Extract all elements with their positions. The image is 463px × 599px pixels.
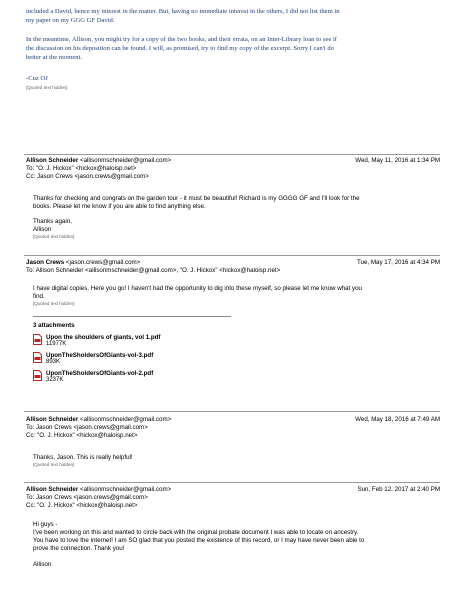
message-header bbox=[26, 259, 440, 275]
body-line: I have digital copies. Here you go! I haven't had the opportunity to dig into these myself, so please let me know what you bbox=[33, 285, 362, 292]
body-line: Allison bbox=[33, 226, 52, 233]
body-line: Hi guys - bbox=[33, 521, 58, 528]
intro-line: my paper on my GGG GF David. bbox=[26, 17, 115, 24]
attachment-size: 893K bbox=[46, 359, 61, 365]
body-line: Allison bbox=[33, 561, 52, 568]
message-body bbox=[33, 521, 438, 569]
sender-email: <jason.crews@gmail.com> bbox=[65, 259, 141, 266]
intro-signature: -Cuz OJ bbox=[26, 75, 48, 82]
intro-line: included a David, hence my interest in the matter. But, having no immediate interest in the others, I did not list them in bbox=[26, 8, 340, 15]
to-line: To: Jason Crews <jason.crews@gmail.com> bbox=[26, 424, 148, 431]
to-line: To: Jason Crews <jason.crews@gmail.com> bbox=[26, 494, 148, 501]
attachment-name[interactable]: UponTheSholdersOfGiants-vol-2.pdf bbox=[46, 370, 154, 377]
to-line: To: Allison Schneider <allisonmschneider@gmail.com>, "O. J. Hickox" <hickox@haloisp.net> bbox=[26, 267, 281, 274]
attachment-size: 3237K bbox=[46, 377, 64, 383]
message-divider bbox=[24, 255, 440, 256]
pdf-file-icon bbox=[33, 352, 42, 363]
sender-email: <allisonmschneider@gmail.com> bbox=[80, 416, 172, 423]
body-line: Thanks again, bbox=[33, 218, 72, 225]
body-line: books. Please let me know if you are able to find anything else. bbox=[33, 203, 206, 210]
sender-name: Allison Schneider bbox=[26, 416, 79, 423]
quoted-text-toggle[interactable]: [Quoted text hidden] bbox=[33, 462, 75, 467]
message-date: Sun, Feb 12, 2017 at 2:40 PM bbox=[357, 486, 440, 493]
intro-block bbox=[26, 7, 441, 91]
body-line: find. bbox=[33, 293, 45, 300]
body-line: You have to love the internet! I am SO glad that you posted the existence of this record, or I may have never been able to bbox=[33, 537, 365, 544]
message-header bbox=[26, 486, 440, 510]
message-divider bbox=[24, 154, 440, 155]
body-line: Thanks for checking and congrats on the garden tour - it must be beautiful! Richard is my GGGG GF and I'll look for the bbox=[33, 195, 360, 202]
sender bbox=[26, 157, 171, 165]
cc-line: Cc: "O. J. Hickox" <hickox@haloisp.net> bbox=[26, 432, 138, 439]
message-header bbox=[26, 416, 440, 440]
intro-line: In the meantime, Allison, you might try for a copy of the two books, and their errata, on an Inter-Library loan to see if bbox=[26, 36, 337, 43]
sender-name: Jason Crews bbox=[26, 259, 65, 266]
message-date: Wed, May 11, 2016 at 1:34 PM bbox=[355, 157, 440, 164]
sender bbox=[26, 416, 171, 424]
pdf-file-icon bbox=[33, 370, 42, 381]
message-date: Tue, May 17, 2016 at 4:34 PM bbox=[356, 259, 440, 266]
sender bbox=[26, 486, 171, 494]
body-line: Thanks, Jason. This is really helpful! bbox=[33, 454, 133, 461]
message-body bbox=[33, 195, 438, 240]
attachments-count: 3 attachments bbox=[33, 322, 75, 329]
quoted-text-toggle[interactable]: [Quoted text hidden] bbox=[26, 85, 68, 90]
pdf-file-icon bbox=[33, 334, 42, 345]
sender-name: Allison Schneider bbox=[26, 486, 79, 493]
message-divider bbox=[24, 482, 440, 483]
intro-line: the discussion on his deposition can be found. I will, as promised, try to find my copy of the excerpt. Sorry I can't do bbox=[26, 45, 334, 52]
message-date: Wed, May 18, 2016 at 7:49 AM bbox=[355, 416, 440, 423]
to-line: To: "O. J. Hickox" <hickox@haloisp.net> bbox=[26, 165, 137, 172]
attachment-item[interactable] bbox=[33, 334, 333, 348]
body-line: I've been working on this and wanted to circle back with the original probate document I was able to locate on ancestry. bbox=[33, 529, 359, 536]
cc-line: Cc: "O. J. Hickox" <hickox@haloisp.net> bbox=[26, 502, 138, 509]
message-header bbox=[26, 157, 440, 181]
attachment-name[interactable]: Upon the shoulders of giants, vol 1.pdf bbox=[46, 334, 161, 341]
message-body bbox=[33, 454, 438, 468]
attachment-name[interactable]: UponTheSholdersOfGiants-vol-3.pdf bbox=[46, 352, 154, 359]
quoted-text-toggle[interactable]: [Quoted text hidden] bbox=[33, 301, 75, 306]
sender-email: <allisonmschneider@gmail.com> bbox=[80, 157, 172, 164]
sender-name: Allison Schneider bbox=[26, 157, 79, 164]
message-divider bbox=[24, 411, 440, 412]
intro-line: better at the moment. bbox=[26, 54, 83, 61]
sender-email: <allisonmschneider@gmail.com> bbox=[80, 486, 172, 493]
attachments-divider bbox=[33, 316, 231, 317]
message-body bbox=[33, 285, 438, 307]
body-line: prove the connection. Thank you! bbox=[33, 545, 125, 552]
cc-line: Cc: Jason Crews <jason.crews@gmail.com> bbox=[26, 173, 149, 180]
attachment-item[interactable] bbox=[33, 370, 333, 384]
attachment-size: 11977K bbox=[46, 341, 67, 347]
quoted-text-toggle[interactable]: [Quoted text hidden] bbox=[33, 234, 75, 239]
attachment-item[interactable] bbox=[33, 352, 333, 366]
sender bbox=[26, 259, 140, 267]
attachments-section bbox=[33, 322, 333, 384]
